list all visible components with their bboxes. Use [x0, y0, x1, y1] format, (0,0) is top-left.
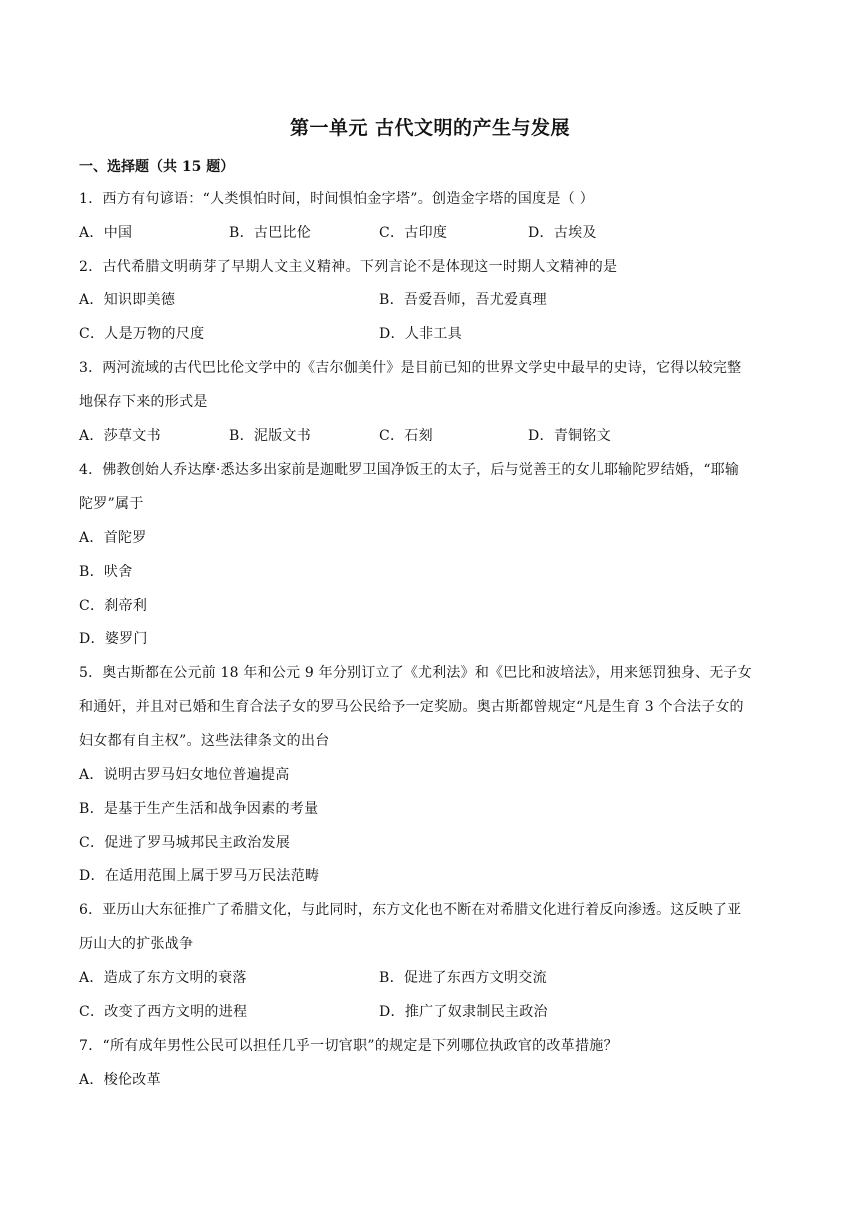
- question-5-option-a: A．说明古罗马妇女地位普遍提高: [79, 767, 290, 783]
- question-7-text: 7．“所有成年男性公民可以担任几乎一切官职”的规定是下列哪位执政官的改革措施？: [79, 1038, 618, 1054]
- question-4-text-line-2: 陀罗”属于: [79, 496, 144, 512]
- question-2-option-a: A．知识即美德: [79, 292, 176, 308]
- question-1-option-c: C．古印度: [379, 225, 448, 241]
- question-3-option-c: C．石刻: [379, 428, 433, 444]
- question-6-option-c: C．改变了西方文明的进程: [79, 1004, 248, 1020]
- question-3-text-line-2: 地保存下来的形式是: [79, 394, 208, 410]
- question-6-option-d: D．推广了奴隶制民主政治: [379, 1004, 548, 1020]
- question-1-text: 1．西方有句谚语：“人类惧怕时间，时间惧怕金字塔”。创造金字塔的国度是（ ）: [79, 191, 595, 207]
- question-4-option-c: C．刹帝利: [79, 598, 148, 614]
- question-2-option-d: D．人非工具: [379, 326, 463, 342]
- question-5-text-line-2: 和通奸，并且对已婚和生育合法子女的罗马公民给予一定奖励。奥古斯都曾规定“凡是生育 3 个合法子女的: [79, 699, 744, 715]
- question-5-text-line-1: 5．奥古斯都在公元前 18 年和公元 9 年分别订立了《尤利法》和《巴比和波培法》，用来惩罚独身、无子女: [79, 665, 752, 681]
- section-heading: 一、选择题（共 15 题）: [79, 159, 235, 175]
- question-3-option-a: A．莎草文书: [79, 428, 161, 444]
- question-3-option-d: D．青铜铭文: [528, 428, 612, 444]
- question-5-option-d: D．在适用范围上属于罗马万民法范畴: [79, 868, 320, 884]
- question-1-option-d: D．古埃及: [528, 225, 597, 241]
- question-6-option-b: B．促进了东西方文明交流: [379, 970, 547, 986]
- question-7-option-a: A．梭伦改革: [79, 1072, 161, 1088]
- question-6-text-line-2: 历山大的扩张战争: [79, 936, 194, 952]
- question-5-option-b: B．是基于生产生活和战争因素的考量: [79, 801, 319, 817]
- question-4-option-b: B．吠舍: [79, 564, 133, 580]
- question-4-option-a: A．首陀罗: [79, 530, 147, 546]
- question-5-text-line-3: 妇女都有自主权”。这些法律条文的出台: [79, 733, 330, 749]
- question-6-text-line-1: 6．亚历山大东征推广了希腊文化，与此同时，东方文化也不断在对希腊文化进行着反向渗透。这反映了亚: [79, 902, 742, 918]
- page-title: 第一单元 古代文明的产生与发展: [289, 117, 571, 139]
- question-3-option-b: B．泥版文书: [229, 428, 312, 444]
- question-5-option-c: C．促进了罗马城邦民主政治发展: [79, 835, 291, 851]
- question-4-option-d: D．婆罗门: [79, 631, 148, 647]
- question-3-text-line-1: 3．两河流域的古代巴比伦文学中的《吉尔伽美什》是目前已知的世界文学史中最早的史诗，它得以较完整: [79, 360, 742, 376]
- question-4-text-line-1: 4．佛教创始人乔达摩·悉达多出家前是迦毗罗卫国净饭王的太子，后与觉善王的女儿耶输陀罗结婚，“耶输: [79, 462, 740, 478]
- question-6-option-a: A．造成了东方文明的衰落: [79, 970, 247, 986]
- question-1-option-a: A．中国: [79, 225, 133, 241]
- question-2-option-b: B．吾爱吾师，吾尤爱真理: [379, 292, 547, 308]
- question-2-text: 2．古代希腊文明萌芽了早期人文主义精神。下列言论不是体现这一时期人文精神的是: [79, 259, 618, 275]
- question-1-option-b: B．古巴比伦: [229, 225, 312, 241]
- question-2-option-c: C．人是万物的尺度: [79, 326, 205, 342]
